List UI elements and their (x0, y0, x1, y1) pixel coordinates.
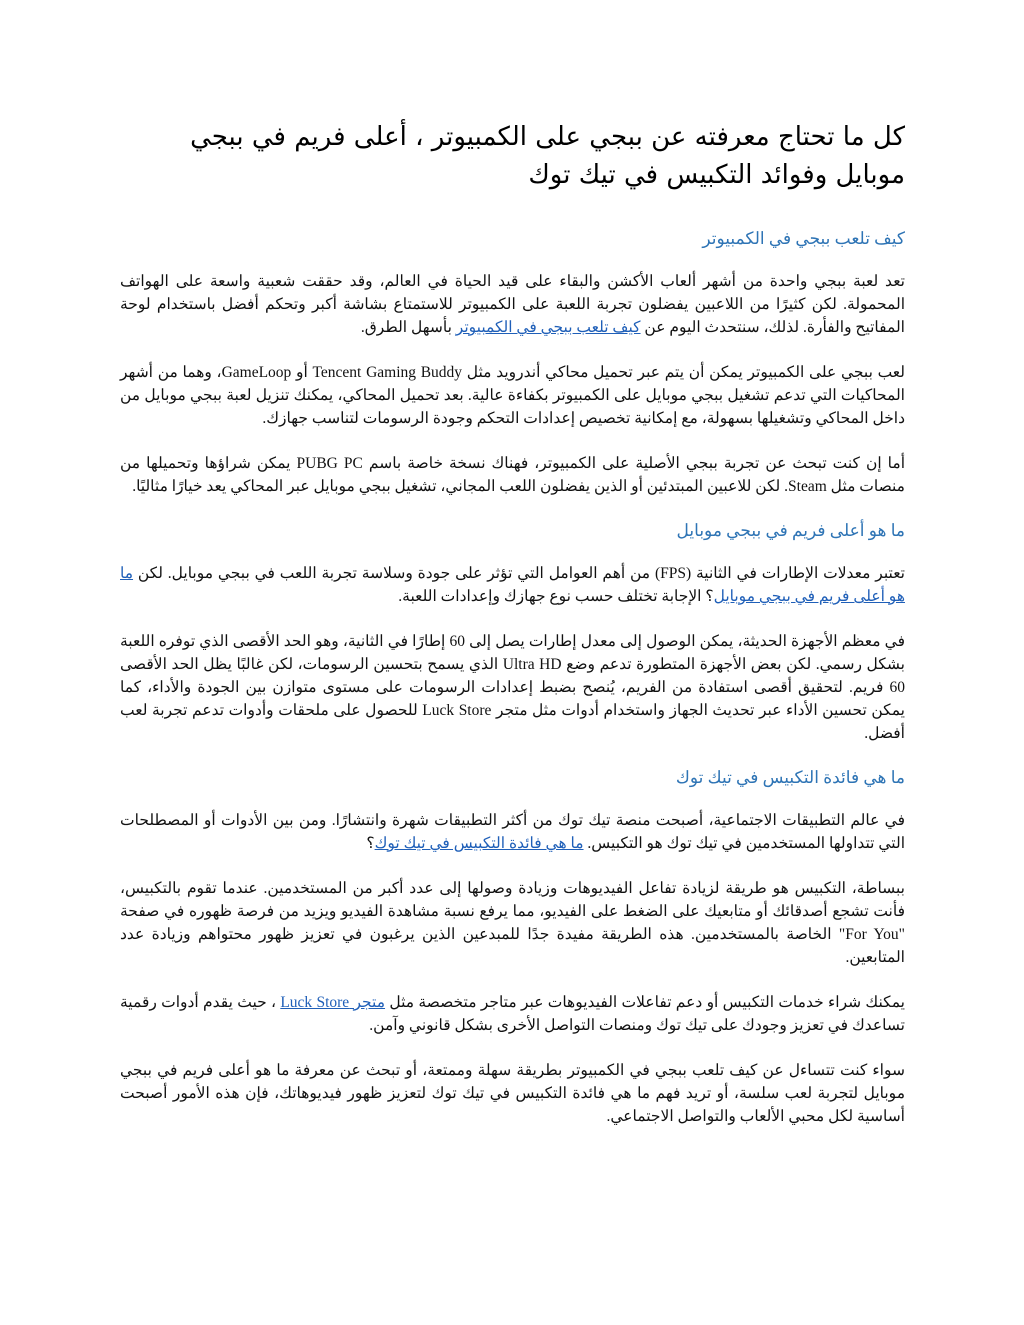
paragraph (120, 630, 905, 745)
paragraph (120, 452, 905, 498)
emulator-name: GameLoop (221, 364, 292, 381)
paragraph (120, 1059, 905, 1128)
paragraph-text: لعب ببجي على الكمبيوتر يمكن أن يتم عبر تحميل محاكي أندرويد مثل (462, 364, 906, 381)
paragraph-text: في عالم التطبيقات الاجتماعية، أصبحت منصة تيك توك من أكثر التطبيقات شهرة وانتشارًا. ومن بين الأدوات أو المصطلحات التي تتداولها المستخدمين في تيك توك هو التكبيس. (120, 812, 905, 852)
paragraph-text: ببساطة، التكبيس هو طريقة لزيادة تفاعل الفيديوهات وزيادة وصولها إلى عدد أكبر من المستخدمين. عندما تقوم بالتكبيس، فأنت تشجع أصدقائك أو متابعيك على الضغط على الفيديو، مما يرفع نسبة مشاهدة الفيديو ويزيد من فرصة ظهوره في صفحة (120, 880, 905, 920)
emulator-name: Tencent Gaming Buddy (312, 364, 463, 381)
paragraph-text: سواء كنت تتساءل عن كيف تلعب ببجي في الكمبيوتر بطريقة سهلة وممتعة، أو تبحث عن معرفة ما هو أعلى فريم في ببجي موبايل لتجربة لعب سلسة، أو تريد فهم ما هي فائدة التكبيس في تيك توك لتعزيز ظهور فيديوهاتك، فإن هذه الأمور أصبحت أساسية لكل محبي الألعاب والتواصل الاجتماعي. (120, 1062, 905, 1125)
store-name: Luck Store (422, 702, 492, 719)
paragraph-text: أو (291, 364, 313, 381)
section-heading-pubg-pc: كيف تلعب ببجي في الكمبيوتر (702, 229, 905, 248)
paragraph-text: ؟ الإجابة تختلف حسب نوع جهازك وإعدادات اللعبة. (398, 588, 714, 605)
paragraph-text: ؟ (366, 835, 375, 852)
tiktok-boost-link[interactable]: ما هي فائدة التكبيس في تيك توك (374, 835, 584, 852)
paragraph-text: ، حيث يقدم أدوات رقمية تساعدك في تعزيز وجودك على تيك توك ومنصات التواصل الأخرى بشكل قانوني وآمن. (120, 994, 905, 1034)
document-page (120, 118, 905, 1150)
paragraph-text: تعتبر معدلات الإطارات في الثانية (FPS) من أهم العوامل التي تؤثر على جودة وسلاسة تجربة اللعب في ببجي موبايل. لكن (133, 565, 905, 582)
paragraph (120, 270, 905, 339)
page-name: "For You" (838, 926, 905, 943)
paragraph-text: بأسهل الطرق. (360, 319, 456, 336)
paragraph-text: . لكن للاعبين المبتدئين أو الذين يفضلون اللعب المجاني، تشغيل ببجي موبايل عبر المحاكي يعد خيارًا مثاليًا. (132, 478, 789, 495)
mode-name: Ultra HD (502, 656, 562, 673)
paragraph-text: الخاصة بالمستخدمين. هذه الطريقة مفيدة جدًا للمبدعين الذين يرغبون في تعزيز ظهور محتواهم وزيادة عدد المتابعين. (120, 926, 905, 966)
page-title: كل ما تحتاج معرفته عن ببجي على الكمبيوتر ، أعلى فريم في ببجي موبايل وفوائد التكبيس في تيك توك (190, 122, 905, 190)
paragraph-text: يمكن شراؤها وتحميلها من منصات مثل (120, 455, 905, 495)
paragraph (120, 991, 905, 1037)
paragraph-text: للحصول على ملحقات وأدوات تدعم تجربة لعب أفضل. (120, 702, 905, 742)
paragraph-text: الذي يسمح بتحسين الرسومات، لكن غالبًا يظل الحد الأقصى 60 فريم. لتحقيق أقصى استفادة من الفريم، يُنصح بضبط إعدادات الرسومات على مستوى متوازن بين الجودة والأداء، كما يمكن تحسين الأداء عبر تحديث الجهاز واستخدام أدوات مثل متجر (120, 656, 905, 719)
paragraph (120, 809, 905, 855)
section-heading-tiktok: ما هي فائدة التكبيس في تيك توك (675, 768, 905, 787)
luck-store-link[interactable]: متجر Luck Store (280, 994, 386, 1011)
paragraph-text: تعد لعبة ببجي واحدة من أشهر ألعاب الأكشن والبقاء على قيد الحياة في العالم، وقد حققت شعبية واسعة على الهواتف المحمولة. لكن كثيرًا من اللاعبين يفضلون تجربة اللعبة على الكمبيوتر للاستمتاع بشاشة أكبر وتحكم أفضل باستخدام لوحة المفاتيح والفأرة. لذلك، سنتحدث اليوم عن (120, 273, 905, 336)
product-name: PUBG PC (296, 455, 363, 472)
paragraph-text: أما إن كنت تبحث عن تجربة ببجي الأصلية على الكمبيوتر، فهناك نسخة خاصة باسم (362, 455, 906, 472)
paragraph-text: ، وهما من أشهر المحاكيات التي تدعم تشغيل ببجي موبايل على الكمبيوتر بكفاءة عالية. بعد تحميل المحاكي، يمكنك تنزيل لعبة ببجي موبايل من داخل المحاكي وتشغيلها بسهولة، مع إمكانية تخصيص إعدادات التحكم وجودة الرسومات لتناسب جهازك. (120, 364, 905, 427)
platform-name: Steam (788, 478, 827, 495)
pubg-fps-link[interactable]: ما هو أعلى فريم في ببجي موبايل (120, 565, 905, 605)
paragraph-text: يمكنك شراء خدمات التكبيس أو دعم تفاعلات الفيديوهات عبر متاجر متخصصة مثل (385, 994, 905, 1011)
paragraph (120, 562, 905, 608)
paragraph-text: في معظم الأجهزة الحديثة، يمكن الوصول إلى معدل إطارات يصل إلى 60 إطارًا في الثانية، وهو الحد الأقصى الذي توفره اللعبة بشكل رسمي. لكن بعض الأجهزة المتطورة تدعم وضع (120, 633, 905, 673)
pubg-pc-link[interactable]: كيف تلعب ببجي في الكمبيوتر (455, 319, 641, 336)
section-heading-pubg-fps: ما هو أعلى فريم في ببجي موبايل (676, 521, 905, 540)
paragraph (120, 361, 905, 430)
paragraph (120, 877, 905, 969)
